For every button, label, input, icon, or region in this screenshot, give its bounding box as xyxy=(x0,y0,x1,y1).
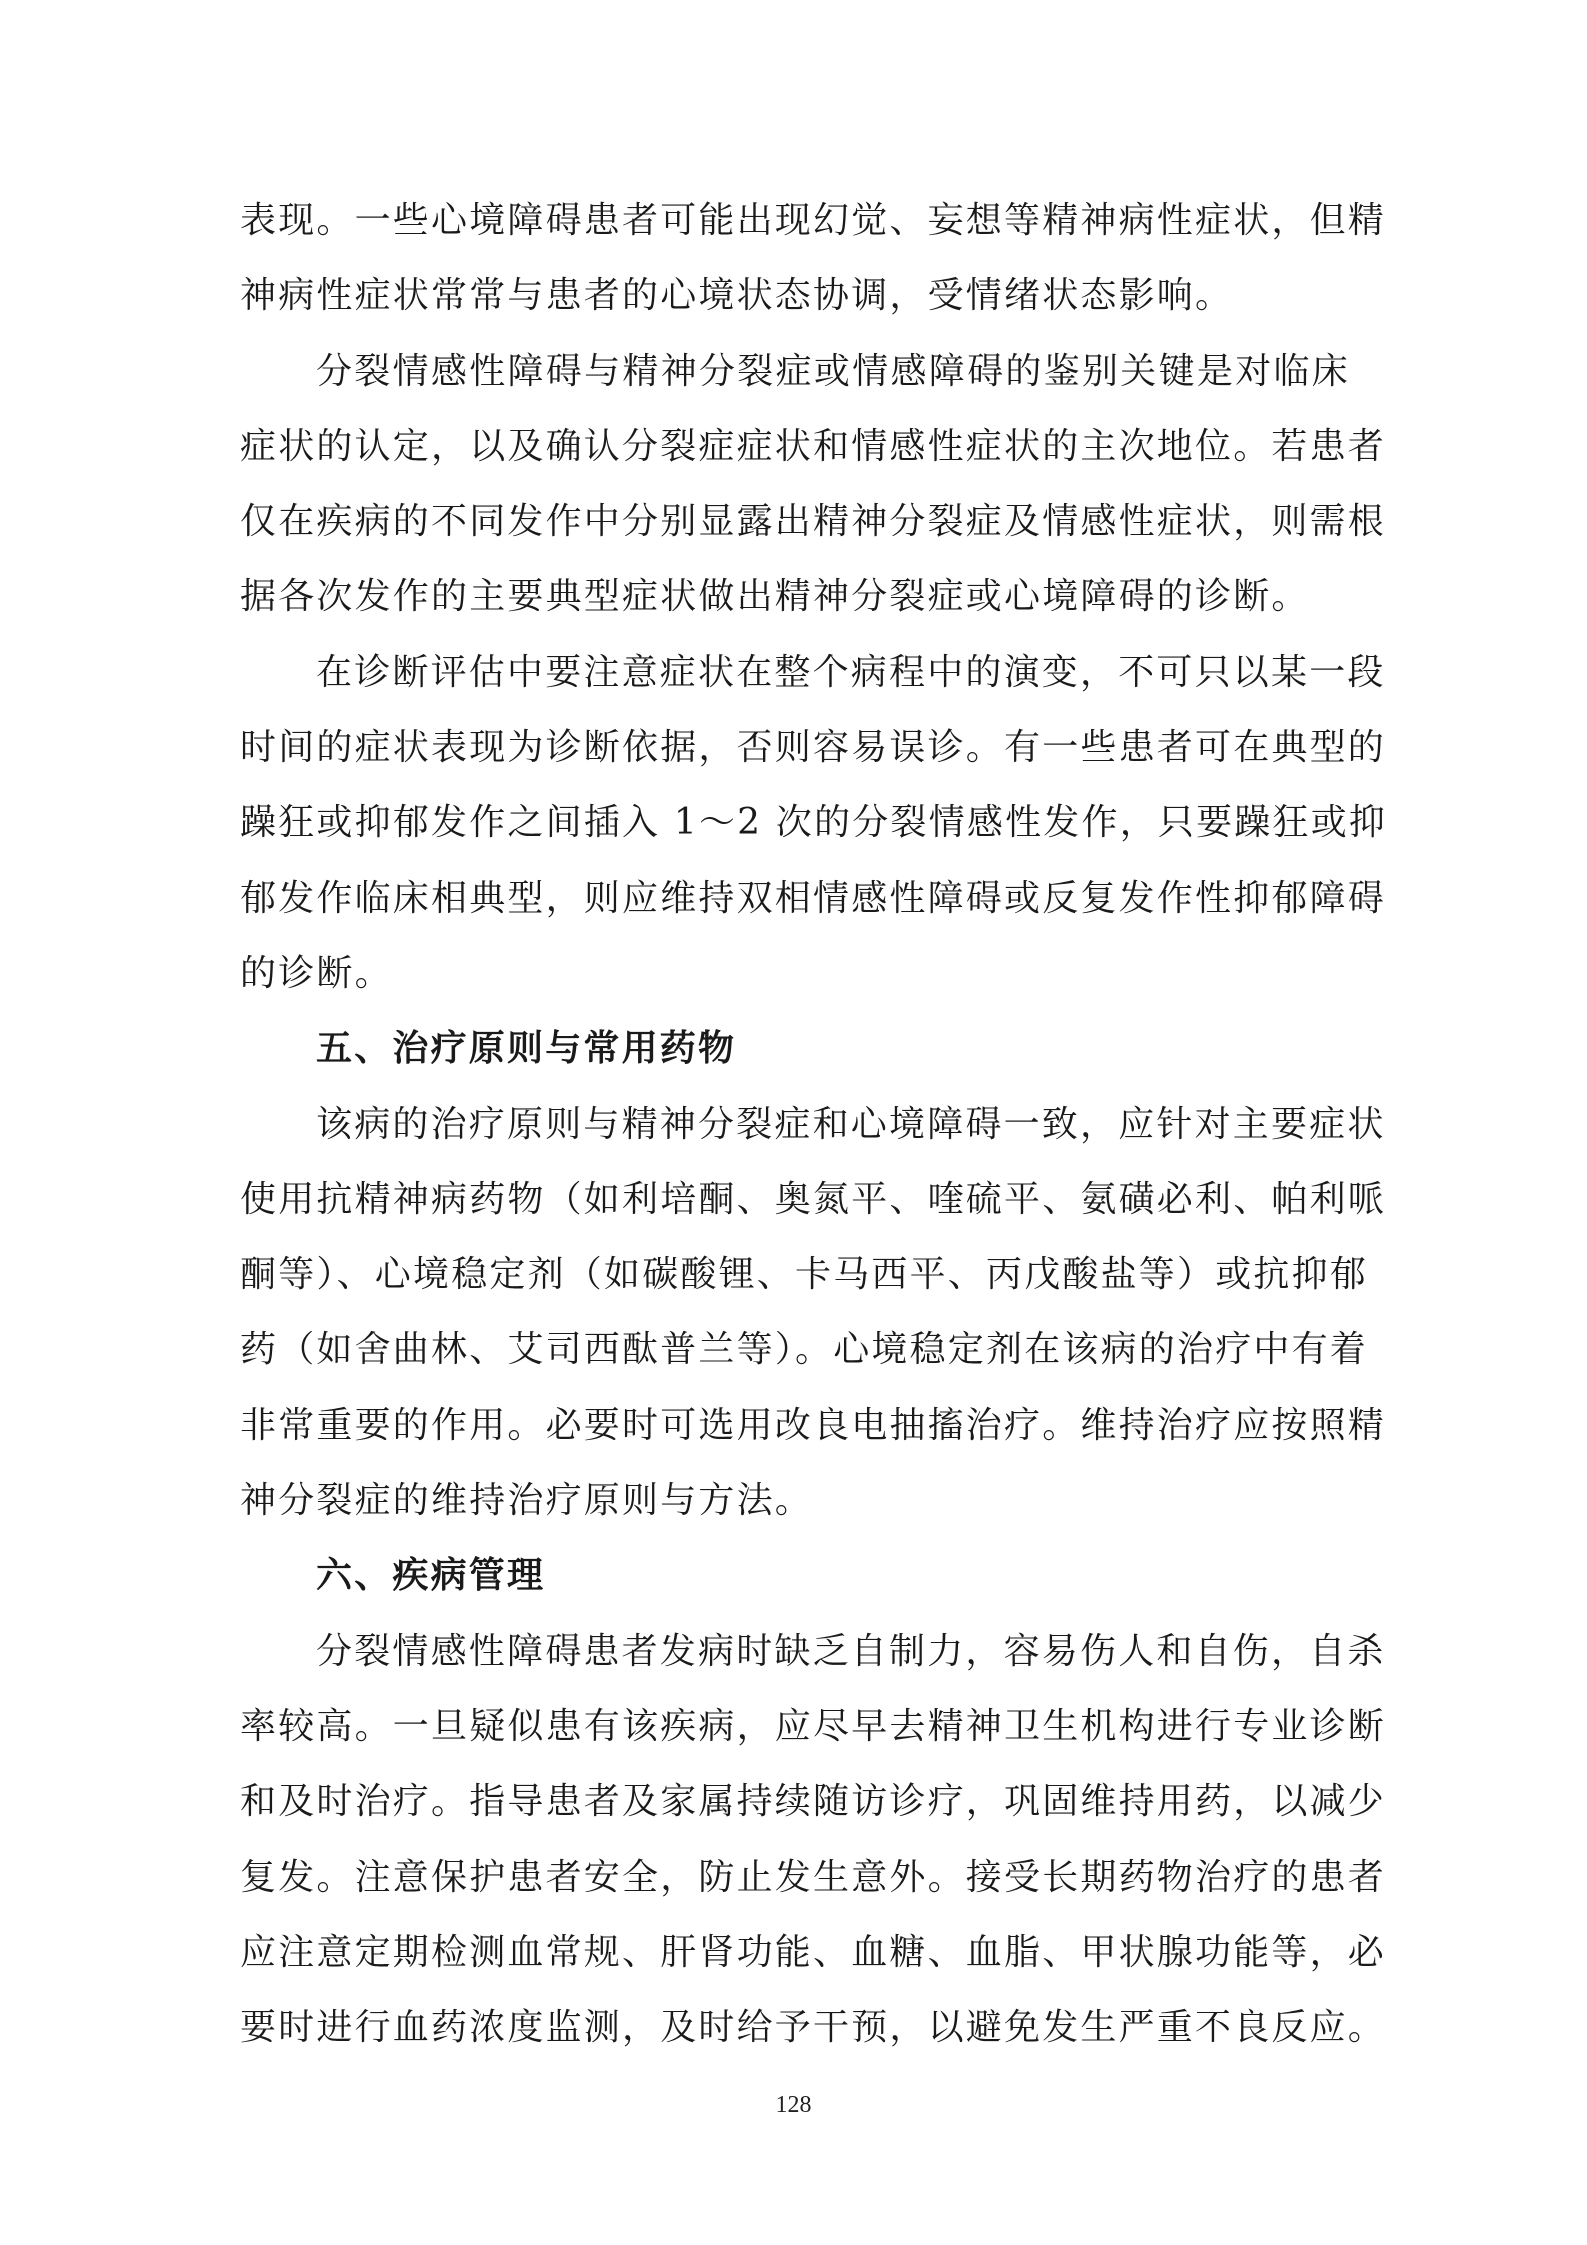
body-text xyxy=(240,183,1388,2065)
text-line: 使用抗精神病药物（如利培酮、奥氮平、喹硫平、氨磺必利、帕利哌 xyxy=(240,1178,1387,1220)
text-line: 率较高。一旦疑似患有该疾病，应尽早去精神卫生机构进行专业诊断 xyxy=(240,1705,1387,1747)
text-line: 和及时治疗。指导患者及家属持续随访诊疗，巩固维持用药，以减少 xyxy=(240,1781,1387,1823)
text-line: 神病性症状常常与患者的心境状态协调，受情绪状态影响。 xyxy=(240,275,1234,317)
text-line: 药（如舍曲林、艾司西酞普兰等）。心境稳定剂在该病的治疗中有着 xyxy=(240,1329,1369,1371)
text-line: 酮等）、心境稳定剂（如碳酸锂、卡马西平、丙戊酸盐等）或抗抑郁 xyxy=(240,1254,1369,1296)
text-line: 在诊断评估中要注意症状在整个病程中的演变，不可只以某一段 xyxy=(316,651,1386,693)
text-line: 分裂情感性障碍与精神分裂症或情感障碍的鉴别关键是对临床 xyxy=(316,350,1350,392)
text-line: 分裂情感性障碍患者发病时缺乏自制力，容易伤人和自伤，自杀 xyxy=(316,1630,1386,1672)
text-line: 表现。一些心境障碍患者可能出现幻觉、妄想等精神病性症状，但精 xyxy=(240,200,1387,241)
text-line: 躁狂或抑郁发作之间插入 1～2 次的分裂情感性发作，只要躁狂或抑 xyxy=(240,802,1388,844)
text-line: 仅在疾病的不同发作中分别显露出精神分裂症及情感性症状，则需根 xyxy=(240,501,1387,543)
text-line: 非常重要的作用。必要时可选用改良电抽搐治疗。维持治疗应按照精 xyxy=(240,1404,1387,1446)
text-line: 复发。注意保护患者安全，防止发生意外。接受长期药物治疗的患者 xyxy=(240,1856,1387,1898)
page-number: 128 xyxy=(775,2092,812,2118)
text-line: 应注意定期检测血常规、肝肾功能、血糖、血脂、甲状腺功能等，必 xyxy=(240,1931,1387,1973)
text-line: 的诊断。 xyxy=(240,952,393,994)
text-line: 时间的症状表现为诊断依据，否则容易误诊。有一些患者可在典型的 xyxy=(240,727,1387,769)
section-heading: 六、疾病管理 xyxy=(316,1555,546,1597)
text-line: 神分裂症的维持治疗原则与方法。 xyxy=(240,1480,814,1522)
text-line: 该病的治疗原则与精神分裂症和心境障碍一致，应针对主要症状 xyxy=(316,1103,1386,1145)
section-heading: 五、治疗原则与常用药物 xyxy=(316,1028,737,1070)
text-line: 郁发作临床相典型，则应维持双相情感性障碍或反复发作性抑郁障碍 xyxy=(240,877,1387,919)
text-line: 症状的认定，以及确认分裂症症状和情感性症状的主次地位。若患者 xyxy=(240,425,1387,467)
text-line: 要时进行血药浓度监测，及时给予干预，以避免发生严重不良反应。 xyxy=(240,2007,1387,2049)
text-line: 据各次发作的主要典型症状做出精神分裂症或心境障碍的诊断。 xyxy=(240,576,1310,618)
